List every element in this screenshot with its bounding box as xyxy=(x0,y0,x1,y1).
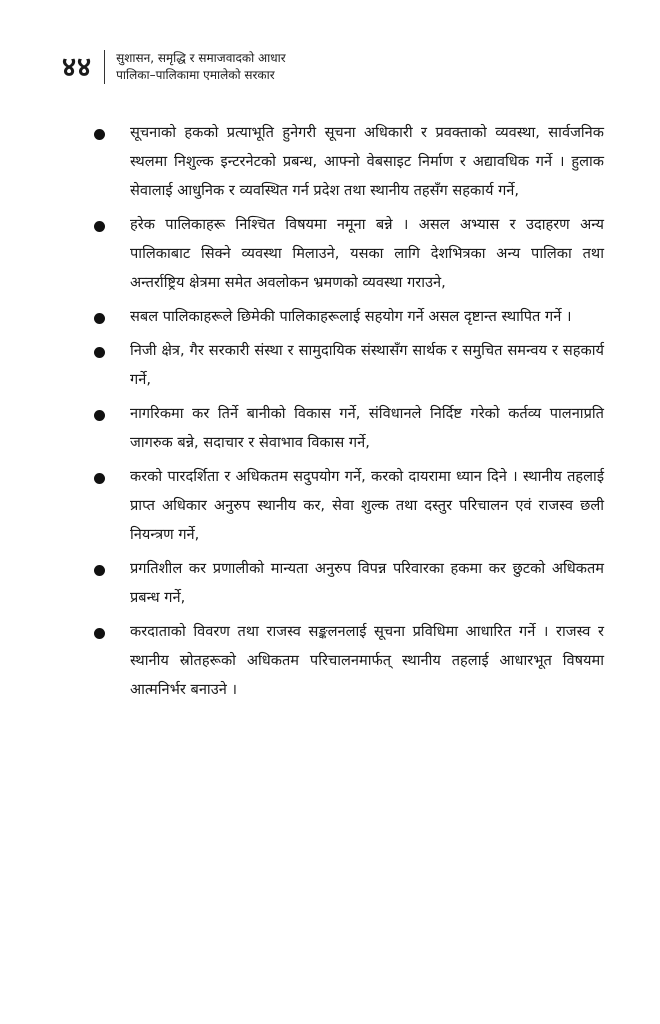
bullet-icon xyxy=(94,565,105,576)
list-item-text: हरेक पालिकाहरू निश्चित विषयमा नमूना बन्ने । असल अभ्यास र उदाहरण अन्य पालिकाबाट सिक्ने व्यवस्था मिलाउने, यसका लागि देशभित्रका अन्य पालिका तथा अन्तर्राष्ट्रिय क्षेत्रमा समेत अवलोकन भ्रमणको व्यवस्था गराउने, xyxy=(130,216,604,291)
bullet-icon xyxy=(94,410,105,421)
list-item xyxy=(94,302,604,331)
bullet-icon xyxy=(94,347,105,358)
header-divider xyxy=(104,50,105,84)
book-title xyxy=(116,50,286,84)
bullet-icon xyxy=(94,129,105,140)
list-item-text: प्रगतिशील कर प्रणालीको मान्यता अनुरुप विपन्न परिवारका हकमा कर छुटको अधिकतम प्रबन्ध गर्ने, xyxy=(130,560,604,606)
list-item xyxy=(94,399,604,457)
list-item xyxy=(94,336,604,394)
list-item-text: निजी क्षेत्र, गैर सरकारी संस्था र सामुदायिक संस्थासँग सार्थक र समुचित समन्वय र सहकार्य गर्ने, xyxy=(130,342,604,388)
list-item xyxy=(94,462,604,549)
list-item-text: नागरिकमा कर तिर्ने बानीको विकास गर्ने, संविधानले निर्दिष्ट गरेको कर्तव्य पालनाप्रति जागरुक बन्ने, सदाचार र सेवाभाव विकास गर्ने, xyxy=(130,405,604,451)
list-item xyxy=(94,210,604,297)
bullet-list xyxy=(94,118,604,709)
list-item xyxy=(94,118,604,205)
bullet-icon xyxy=(94,313,105,324)
page-number: ४४ xyxy=(62,51,93,83)
list-item xyxy=(94,617,604,704)
bullet-icon xyxy=(94,221,105,232)
running-header xyxy=(62,44,286,90)
book-title-line-2: पालिका–पालिकामा एमालेको सरकार xyxy=(116,68,275,82)
list-item xyxy=(94,554,604,612)
list-item-text: सूचनाको हकको प्रत्याभूति हुनेगरी सूचना अधिकारी र प्रवक्ताको व्यवस्था, सार्वजनिक स्थलमा निशुल्क इन्टरनेटको प्रबन्ध, आफ्नो वेबसाइट निर्माण र अद्यावधिक गर्ने । हुलाक सेवालाई आधुनिक र व्यवस्थित गर्न प्रदेश तथा स्थानीय तहसँग सहकार्य गर्ने, xyxy=(130,124,604,199)
list-item-text: करको पारदर्शिता र अधिकतम सदुपयोग गर्ने, करको दायरामा ध्यान दिने । स्थानीय तहलाई प्राप्त अधिकार अनुरुप स्थानीय कर, सेवा शुल्क तथा दस्तुर परिचालन एवं राजस्व छली नियन्त्रण गर्ने, xyxy=(130,468,604,543)
bullet-icon xyxy=(94,628,105,639)
list-item-text: करदाताको विवरण तथा राजस्व सङ्कलनलाई सूचना प्रविधिमा आधारित गर्ने । राजस्व र स्थानीय स्रोतहरूको अधिकतम परिचालनमार्फत् स्थानीय तहलाई आधारभूत विषयमा आत्मनिर्भर बनाउने । xyxy=(130,623,604,698)
book-title-line-1: सुशासन, समृद्धि र समाजवादको आधार xyxy=(116,51,286,65)
list-item-text: सबल पालिकाहरूले छिमेकी पालिकाहरूलाई सहयोग गर्ने असल दृष्टान्त स्थापित गर्ने । xyxy=(130,308,572,325)
bullet-icon xyxy=(94,473,105,484)
